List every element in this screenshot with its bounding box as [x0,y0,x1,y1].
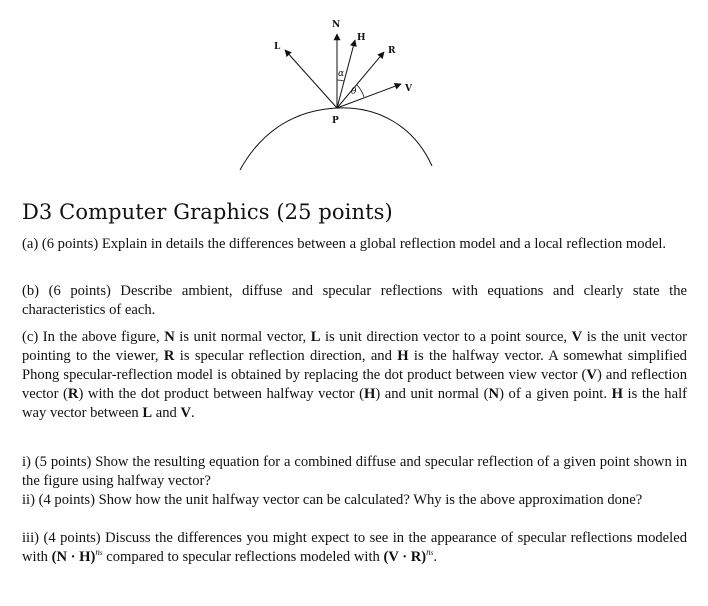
formula-n-dot-h: (N · H) [51,549,96,565]
exponent-ns [95,547,102,557]
section-heading: D3 Computer Graphics (25 points) [22,200,393,224]
label-alpha: α [338,69,345,79]
symbol-l: L [310,329,321,345]
question-c-text: is the unit vector pointing to the viewer, [22,329,688,364]
question-c-text: . [191,405,195,421]
symbol-l: L [142,405,153,421]
label-l: L [274,42,281,52]
symbol-r: R [163,348,175,364]
question-iii-text: compared to specular reflections modeled with [102,549,384,565]
exponent-base: n [95,547,100,557]
symbol-h: H [397,348,409,364]
symbol-v: V [571,329,583,345]
symbol-n: N [488,386,500,402]
symbol-v: V [586,367,597,383]
question-c-text: ) and reflection vector ( [22,367,688,402]
symbol-h: H [364,386,376,402]
symbol-r: R [67,386,79,402]
label-h: H [357,33,366,43]
vector-l-arrow [285,50,337,108]
label-v: V [405,84,412,94]
formula-v-dot-r: (V · R) [383,549,427,565]
alpha-angle-arc [337,80,344,81]
question-c-text: ) and unit normal ( [375,386,489,402]
question-c-text: is the half way vector between [22,386,687,421]
exponent-subscript: s [430,549,434,557]
question-c [22,328,687,423]
label-r: R [388,46,396,56]
question-ii: ii) (4 points) Show how the unit halfway vector can be calculated? Why is the above approximation done? [22,492,643,508]
theta-angle-arc [357,85,364,97]
label-p: P [332,116,339,126]
label-n: N [332,20,341,30]
question-i: i) (5 points) Show the resulting equation for a combined diffuse and specular reflection of a given point shown in the figure using halfway vector? [22,454,687,489]
question-iii-text: iii) (4 points) Discuss the differences you might expect to see in the appearance of specular reflections modeled with [22,530,687,565]
question-c-text: is unit direction vector to a point source, [320,329,572,345]
question-c-text: and [152,405,181,421]
question-iii [22,529,687,567]
question-c-text: ) with the dot product between halfway vector ( [78,386,364,402]
question-iii-text: . [433,549,438,565]
exponent-base: n [426,547,431,557]
question-c-text: ) of a given point. [499,386,612,402]
symbol-h: H [611,386,623,402]
symbol-v: V [180,405,191,421]
symbol-n: N [164,329,175,345]
label-theta: θ [351,87,357,97]
question-c-text: is specular reflection direction, and [174,348,398,364]
exponent-subscript: s [99,549,103,557]
reflection-vector-diagram [0,0,708,200]
question-a: (a) (6 points) Explain in details the differences between a global reflection model and a local reflection model. [22,236,667,252]
question-c-text: (c) In the above figure, [22,329,165,345]
question-b: (b) (6 points) Describe ambient, diffuse and specular reflections with equations and clearly state the characteristics of each. [22,283,687,318]
question-c-text: is the halfway vector. A somewhat simplified Phong specular-reflection model is obtained by replacing the dot product between view vector ( [22,348,687,383]
question-c-text: is unit normal vector, [174,329,311,345]
